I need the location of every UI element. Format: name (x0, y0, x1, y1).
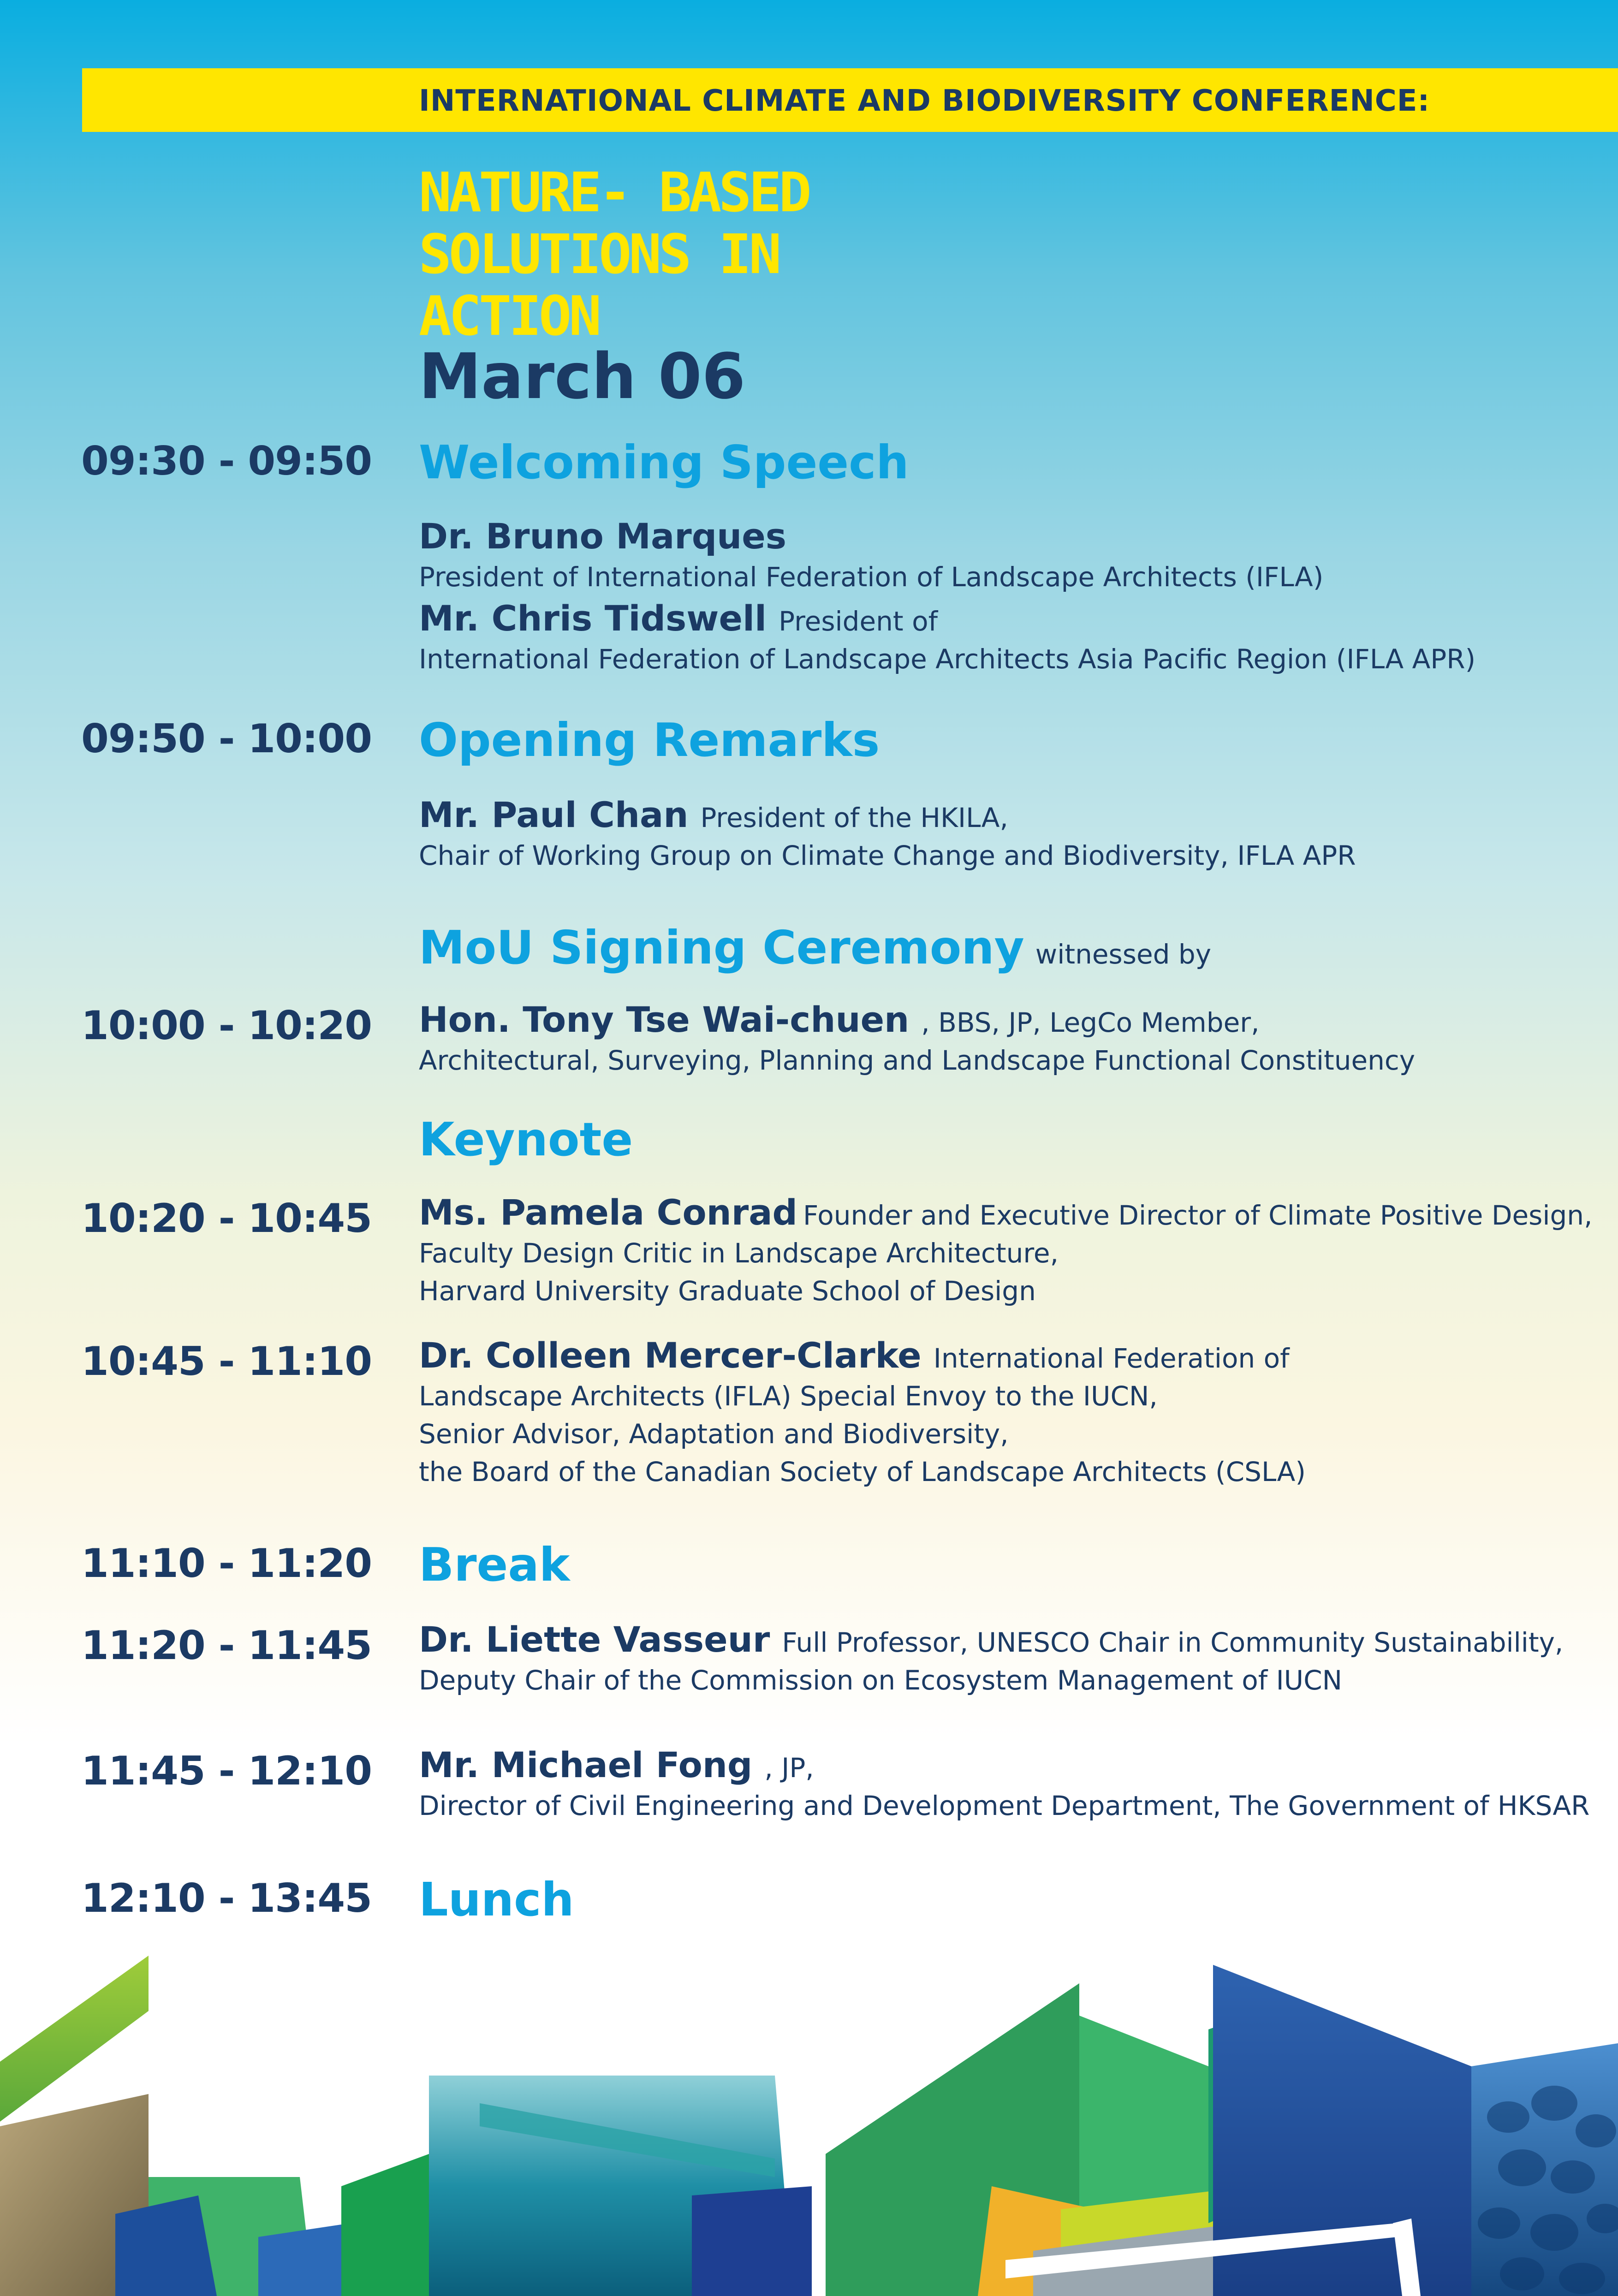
speaker-name: Dr. Bruno Marques (419, 516, 787, 557)
speaker-title: Senior Advisor, Adaptation and Biodiversity, (419, 1418, 1009, 1450)
green-wedge-shape (0, 1956, 149, 2122)
speaker-name: Dr. Colleen Mercer-Clarke (419, 1335, 922, 1376)
speaker-name: Hon. Tony Tse Wai-chuen (419, 999, 910, 1040)
time-slot: 11:10 - 11:20 (81, 1541, 372, 1587)
speaker-entry (419, 1194, 1600, 1310)
time-slot: 11:20 - 11:45 (81, 1623, 372, 1669)
conference-title (419, 161, 926, 347)
time-slot: 10:20 - 10:45 (81, 1196, 372, 1242)
speaker-name: Mr. Michael Fong (419, 1744, 753, 1785)
speaker-title: , BBS, JP, LegCo Member, (921, 1007, 1260, 1038)
time-slot: 11:45 - 12:10 (81, 1748, 372, 1794)
speaker-name: Ms. Pamela Conrad (419, 1192, 797, 1233)
speaker-title: International Federation of Landscape Architects Asia Pacific Region (IFLA APR) (419, 643, 1476, 675)
speaker-name: Mr. Paul Chan (419, 794, 689, 835)
title-line-1: NATURE- BASED (419, 161, 809, 224)
speaker-entry (419, 1001, 1600, 1079)
event-date: March 06 (419, 340, 746, 413)
speaker-title: Chair of Working Group on Climate Change and Biodiversity, IFLA APR (419, 840, 1356, 871)
time-slot: 10:00 - 10:20 (81, 1003, 372, 1049)
title-line-3: ACTION (419, 284, 599, 348)
speaker-title: President of International Federation of Landscape Architects (IFLA) (419, 561, 1324, 593)
speaker-title: the Board of the Canadian Society of Landscape Architects (CSLA) (419, 1456, 1306, 1487)
speaker-title: Founder and Executive Director of Climate Positive Design, (803, 1200, 1593, 1231)
session-heading: Lunch (419, 1873, 574, 1927)
speaker-title: , JP, (764, 1752, 814, 1784)
session-heading-text: MoU Signing Ceremony (419, 921, 1024, 975)
speaker-title: Full Professor, UNESCO Chair in Community Sustainability, (782, 1627, 1564, 1658)
speaker-title: Landscape Architects (IFLA) Special Envoy to the IUCN, (419, 1380, 1158, 1412)
time-slot: 09:50 - 10:00 (81, 716, 372, 762)
speaker-entry (419, 1621, 1600, 1699)
speaker-title: President of the HKILA, (700, 802, 1008, 833)
speaker-title: Faculty Design Critic in Landscape Architecture, (419, 1237, 1059, 1269)
speaker-name: Mr. Chris Tidswell (419, 598, 767, 639)
speaker-name: Dr. Liette Vasseur (419, 1619, 770, 1660)
speaker-title: Director of Civil Engineering and Development Department, The Government of HKSAR (419, 1790, 1590, 1821)
speaker-entry (419, 517, 1600, 596)
landscape-collage-illustration (0, 1937, 1618, 2296)
speaker-entry (419, 600, 1600, 678)
navy-block-shape (692, 2186, 812, 2296)
time-slot: 10:45 - 11:10 (81, 1338, 372, 1385)
session-heading: Opening Remarks (419, 713, 880, 767)
speaker-title: Harvard University Graduate School of Design (419, 1275, 1036, 1307)
title-line-2: SOLUTIONS IN (419, 222, 779, 286)
session-heading (419, 921, 1211, 975)
speaker-title: Deputy Chair of the Commission on Ecosystem Management of IUCN (419, 1665, 1343, 1696)
session-heading: Keynote (419, 1112, 633, 1166)
speaker-entry (419, 1337, 1600, 1491)
banner-text: INTERNATIONAL CLIMATE AND BIODIVERSITY CONFERENCE: (419, 84, 1430, 118)
time-slot: 12:10 - 13:45 (81, 1875, 372, 1921)
speaker-title: International Federation of (933, 1343, 1290, 1374)
session-heading: Welcoming Speech (419, 435, 909, 489)
session-heading: Break (419, 1538, 570, 1592)
green-block-shape (341, 2154, 429, 2296)
speaker-entry (419, 1746, 1600, 1825)
speaker-entry (419, 796, 1600, 874)
speaker-title: President of (779, 606, 938, 637)
conference-banner (82, 68, 1618, 132)
speaker-title: Architectural, Surveying, Planning and Landscape Functional Constituency (419, 1045, 1416, 1076)
session-heading-suffix: witnessed by (1035, 939, 1212, 970)
time-slot: 09:30 - 09:50 (81, 438, 372, 484)
